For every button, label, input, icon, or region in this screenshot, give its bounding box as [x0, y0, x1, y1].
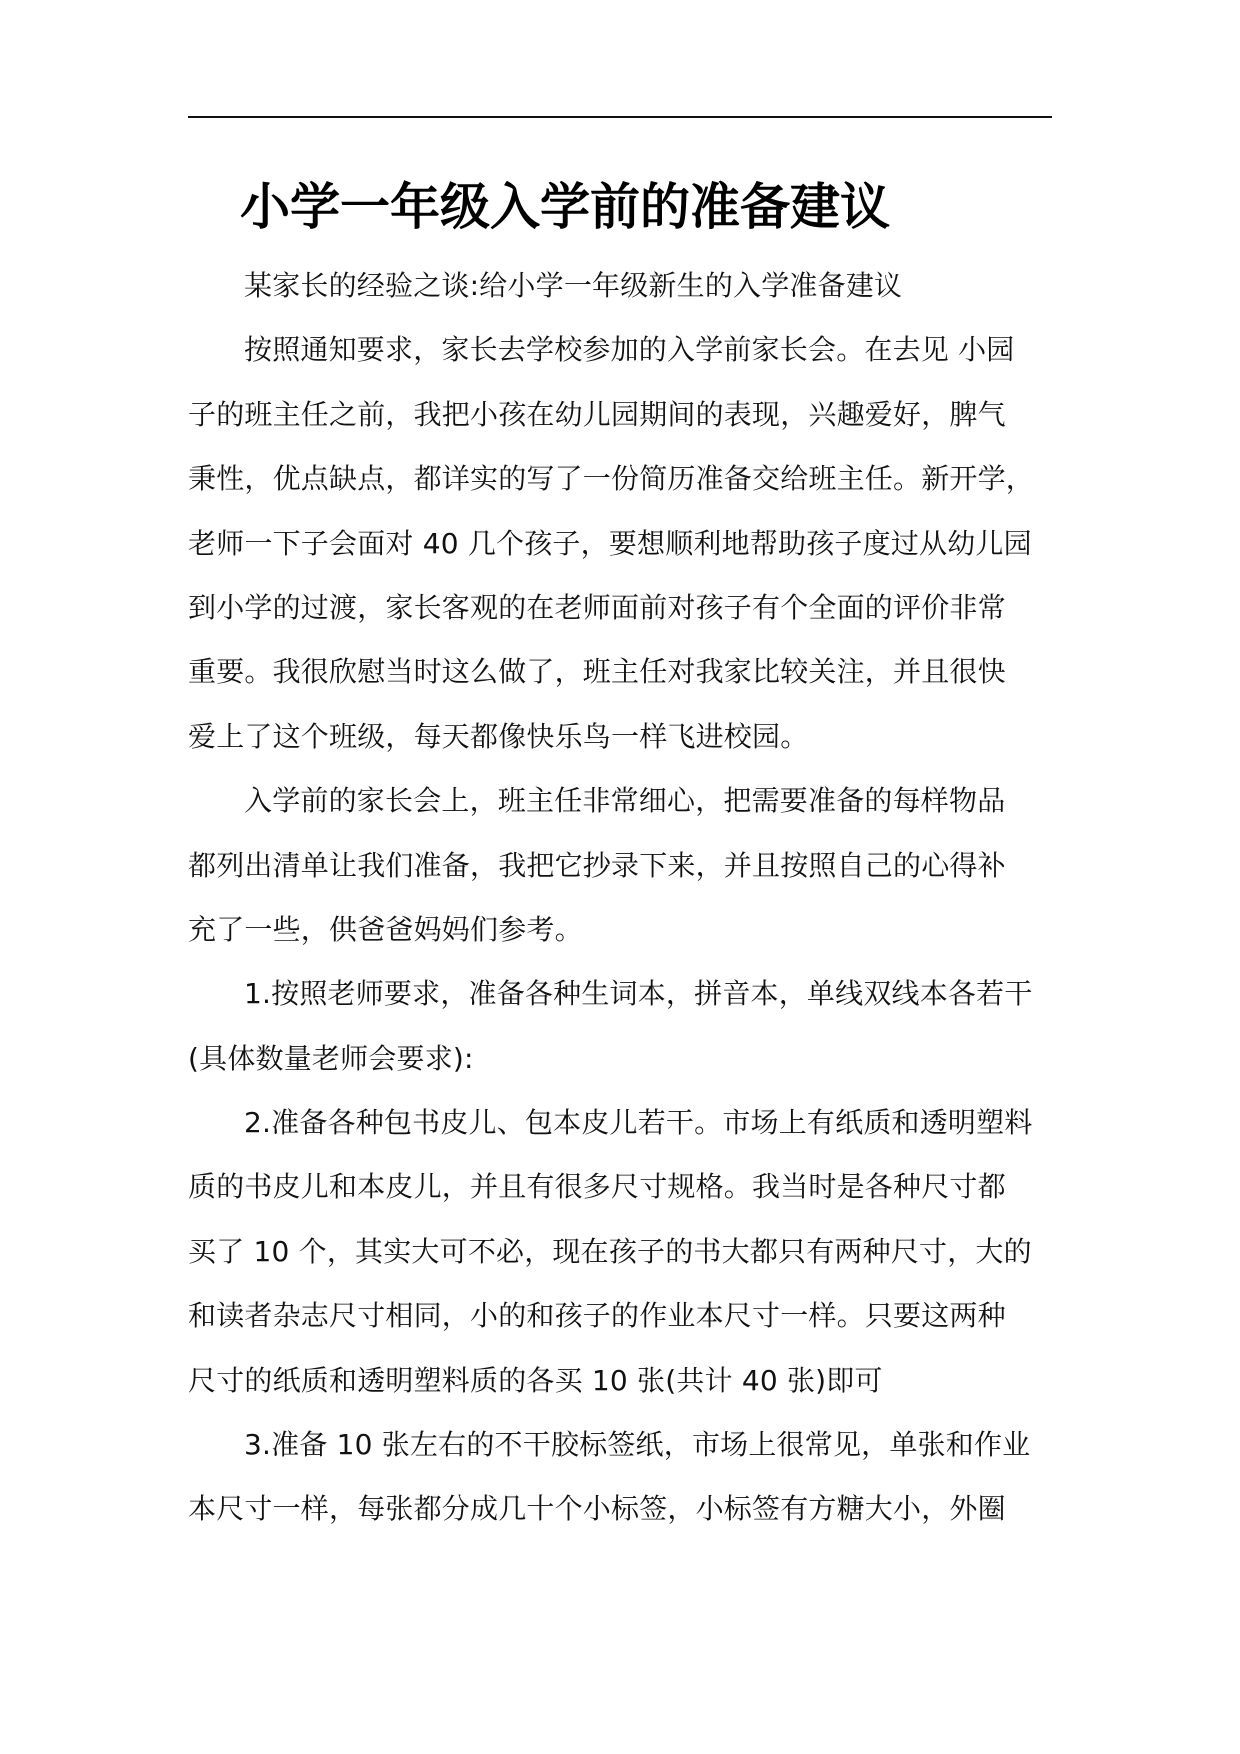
header-rule — [188, 116, 1052, 118]
text-line: 1.按照老师要求，准备各种生词本，拼音本，单线双线本各若干 — [244, 977, 1033, 1011]
text-line: 按照通知要求，家长去学校参加的入学前家长会。在去见 小园 — [244, 333, 1015, 367]
text-line: 和读者杂志尺寸相同，小的和孩子的作业本尺寸一样。只要这两种 — [188, 1299, 1006, 1333]
text-line: 入学前的家长会上，班主任非常细心，把需要准备的每样物品 — [244, 784, 1006, 818]
text-line: 到小学的过渡，家长客观的在老师面前对孩子有个全面的评价非常 — [188, 590, 1006, 624]
text-line: 2.准备各种包书皮儿、包本皮儿若干。市场上有纸质和透明塑料 — [244, 1106, 1033, 1140]
text-line: 本尺寸一样，每张都分成几十个小标签，小标签有方糖大小，外圈 — [188, 1492, 1006, 1526]
text-line: (具体数量老师会要求): — [188, 1041, 474, 1075]
text-line: 质的书皮儿和本皮儿，并且有很多尺寸规格。我当时是各种尺寸都 — [188, 1170, 1006, 1204]
text-line: 重要。我很欣慰当时这么做了，班主任对我家比较关注，并且很快 — [188, 655, 1006, 689]
text-line: 秉性，优点缺点，都详实的写了一份简历准备交给班主任。新开学， — [188, 462, 1035, 496]
text-line: 尺寸的纸质和透明塑料质的各买 10 张(共计 40 张)即可 — [188, 1363, 883, 1397]
paragraph-1 — [188, 318, 1052, 769]
text-line: 充了一些，供爸爸妈妈们参考。 — [188, 912, 583, 946]
text-line: 子的班主任之前，我把小孩在幼儿园期间的表现，兴趣爱好，脾气 — [188, 397, 1006, 431]
text-line: 3.准备 10 张左右的不干胶标签纸，市场上很常见，单张和作业 — [244, 1428, 1031, 1462]
paragraph-intro — [188, 254, 1052, 318]
text-line: 某家长的经验之谈:给小学一年级新生的入学准备建议 — [244, 269, 903, 302]
text-line: 爱上了这个班级，每天都像快乐鸟一样飞进校园。 — [188, 719, 809, 753]
paragraph-2 — [188, 769, 1052, 962]
list-item-2 — [188, 1091, 1052, 1413]
text-line: 老师一下子会面对 40 几个孩子，要想顺利地帮助孩子度过从幼儿园 — [188, 526, 1032, 560]
list-item-1 — [188, 962, 1052, 1091]
document-title: 小学一年级入学前的准备建议 — [240, 178, 890, 236]
document-body — [188, 254, 1052, 1542]
text-line: 都列出清单让我们准备，我把它抄录下来，并且按照自己的心得补 — [188, 848, 1006, 882]
list-item-3 — [188, 1413, 1052, 1542]
text-line: 买了 10 个，其实大可不必，现在孩子的书大都只有两种尺寸，大的 — [188, 1234, 1032, 1268]
